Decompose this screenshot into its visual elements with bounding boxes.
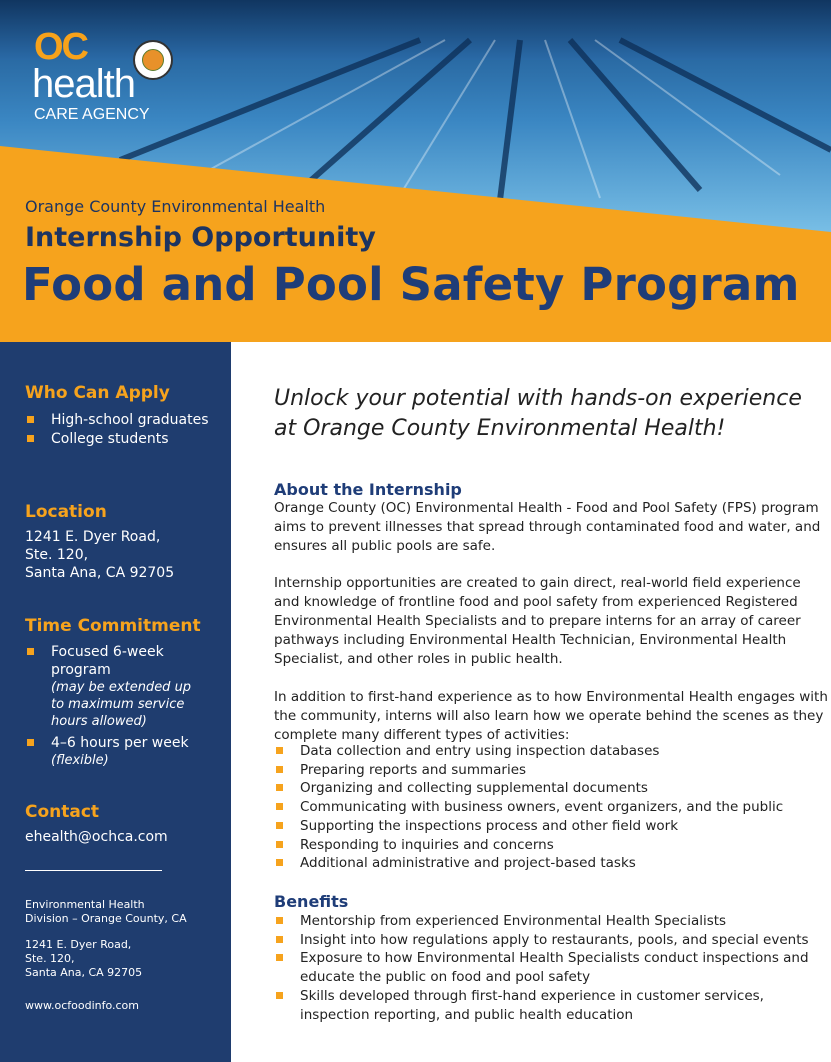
sidebar bbox=[0, 342, 231, 1062]
bullet-square-icon bbox=[276, 803, 283, 810]
sidebar-divider bbox=[25, 870, 162, 871]
list-item: Additional administrative and project-based tasks bbox=[274, 854, 829, 873]
list-item: Organizing and collecting supplemental documents bbox=[274, 779, 829, 798]
bullet-square-icon bbox=[276, 954, 283, 961]
about-paragraph: Orange County (OC) Environmental Health - Food and Pool Safety (FPS) program aims to prevent illnesses that spread through contaminated food and water, and ensures all public pools are safe. bbox=[274, 500, 821, 554]
footer-address: 1241 E. Dyer Road, bbox=[25, 938, 132, 951]
logo-agency-text: CARE AGENCY bbox=[34, 106, 150, 123]
county-seal-icon bbox=[133, 40, 173, 80]
bullet-square-icon bbox=[276, 841, 283, 848]
bullet-square-icon bbox=[276, 747, 283, 754]
time-commitment-list bbox=[25, 643, 205, 770]
oc-health-logo bbox=[28, 22, 178, 122]
list-item: Responding to inquiries and concerns bbox=[274, 836, 829, 855]
bullet-square-icon bbox=[276, 992, 283, 999]
bullet-square-icon bbox=[27, 435, 34, 442]
tagline: Unlock your potential with hands-on experience at Orange County Environmental Health! bbox=[274, 386, 802, 441]
list-item: Exposure to how Environmental Health Specialists conduct inspections and educate the public on food and pool safety bbox=[274, 949, 829, 986]
list-item: Data collection and entry using inspection databases bbox=[274, 742, 829, 761]
list-item: Supporting the inspections process and other field work bbox=[274, 817, 829, 836]
header-subtitle: Internship Opportunity bbox=[25, 222, 376, 253]
list-item: Mentorship from experienced Environmental Health Specialists bbox=[274, 912, 829, 931]
list-item: Skills developed through first-hand experience in customer services, inspection reporting, and public health education bbox=[274, 987, 829, 1024]
list-item: Communicating with business owners, event organizers, and the public bbox=[274, 798, 829, 817]
footer-address: Santa Ana, CA 92705 bbox=[25, 966, 143, 979]
bullet-square-icon bbox=[276, 822, 283, 829]
footer-org: Environmental Health bbox=[25, 898, 145, 911]
list-item: High-school graduates bbox=[25, 411, 209, 429]
footer-website-link[interactable]: www.ocfoodinfo.com bbox=[25, 999, 139, 1012]
logo-oc-mark: OC bbox=[34, 26, 87, 68]
time-commitment-heading: Time Commitment bbox=[25, 616, 201, 636]
location-line: Santa Ana, CA 92705 bbox=[25, 565, 175, 581]
page-title: Food and Pool Safety Program bbox=[22, 258, 800, 311]
logo-health-text: health bbox=[32, 62, 135, 106]
about-heading: About the Internship bbox=[274, 480, 462, 499]
header-kicker: Orange County Environmental Health bbox=[25, 197, 326, 216]
about-paragraph: In addition to first-hand experience as to how Environmental Health engages with the community, interns will also learn how we operate behind the scenes as they complete many different types of activities: bbox=[274, 689, 828, 743]
bullet-square-icon bbox=[27, 416, 34, 423]
list-item: Preparing reports and summaries bbox=[274, 761, 829, 780]
bullet-square-icon bbox=[276, 766, 283, 773]
bullet-square-icon bbox=[27, 739, 34, 746]
location-heading: Location bbox=[25, 502, 107, 522]
list-item: College students bbox=[25, 430, 209, 448]
bullet-square-icon bbox=[276, 936, 283, 943]
benefits-list bbox=[274, 912, 829, 1024]
location-line: 1241 E. Dyer Road, bbox=[25, 529, 161, 545]
list-item: Insight into how regulations apply to restaurants, pools, and special events bbox=[274, 931, 829, 950]
contact-heading: Contact bbox=[25, 802, 100, 822]
footer-org: Division – Orange County, CA bbox=[25, 912, 187, 925]
about-paragraph: Internship opportunities are created to gain direct, real-world field experience and knowledge of frontline food and pool safety from experienced Registered Environmental Health Specialists and to prepare interns for an array of career pathways including Environmental Health Technician, Environmental Health Specialist, and other roles in public health. bbox=[274, 575, 801, 667]
bullet-square-icon bbox=[27, 648, 34, 655]
contact-email-link[interactable]: ehealth@ochca.com bbox=[25, 829, 168, 845]
bullet-square-icon bbox=[276, 784, 283, 791]
bullet-square-icon bbox=[276, 917, 283, 924]
list-item: Focused 6-week program (may be extended up to maximum service hours allowed) bbox=[25, 643, 205, 730]
bullet-square-icon bbox=[276, 859, 283, 866]
who-can-apply-list bbox=[25, 411, 209, 449]
location-line: Ste. 120, bbox=[25, 547, 89, 563]
hero-banner bbox=[0, 0, 831, 342]
list-item: 4–6 hours per week (flexible) bbox=[25, 734, 205, 769]
footer-address: Ste. 120, bbox=[25, 952, 75, 965]
main-content bbox=[231, 342, 831, 1062]
who-can-apply-heading: Who Can Apply bbox=[25, 383, 170, 403]
activities-list bbox=[274, 742, 829, 873]
benefits-heading: Benefits bbox=[274, 892, 349, 911]
